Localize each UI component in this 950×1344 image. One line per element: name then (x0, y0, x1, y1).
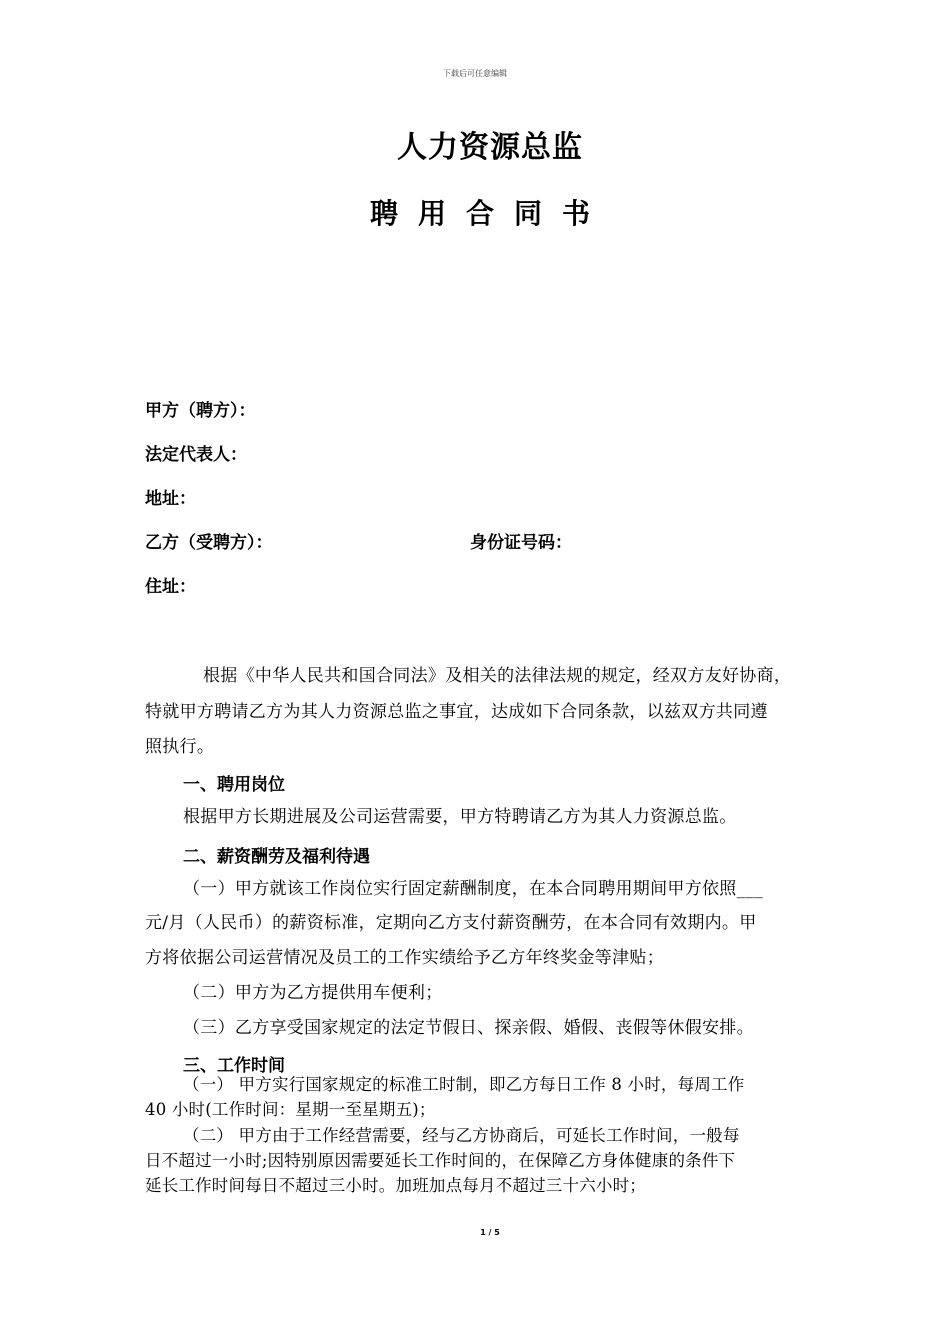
section-text: 方将依据公司运营情况及员工的工作实绩给予乙方年终奖金等津贴； (145, 948, 664, 968)
section-text: 40 小时(工作时间：星期一至星期五)； (145, 1100, 436, 1119)
preamble-line: 根据《中华人民共和国合同法》及相关的法律法规的规定，经双方友好协商， (203, 666, 792, 686)
section-text: 元/月（人民币）的薪资标准，定期向乙方支付薪资酬劳，在本合同有效期内。甲 (145, 913, 757, 933)
document-title: 人力资源总监 (397, 130, 583, 165)
party-a-label: 甲方（聘方）： (145, 401, 256, 421)
id-number-label: 身份证号码： (470, 533, 572, 553)
preamble-line: 照执行。 (145, 737, 215, 757)
address-label: 地址： (145, 489, 196, 509)
document-subtitle: 聘用合同书 (369, 197, 610, 230)
section-text: 日不超过一小时;因特别原因需要延长工作时间的，在保障乙方身体健康的条件下 (145, 1151, 736, 1170)
section-heading: 二、薪资酬劳及福利待遇 (183, 847, 370, 867)
section-text: （一）甲方就该工作岗位实行固定薪酬制度，在本合同聘用期间甲方依照___ (183, 879, 763, 899)
page-number: 1 / 5 (480, 1228, 500, 1237)
section-text: （二） 甲方由于工作经营需要，经与乙方协商后，可延长工作时间，一般每 (183, 1126, 740, 1145)
section-heading: 三、工作时间 (183, 1056, 285, 1076)
residence-label: 住址： (145, 577, 196, 597)
legal-rep-label: 法定代表人： (145, 445, 247, 465)
preamble-line: 特就甲方聘请乙方为其人力资源总监之事宜，达成如下合同条款，以兹双方共同遵 (145, 702, 768, 722)
section-text: （一） 甲方实行国家规定的标准工时制，即乙方每日工作 8 小时，每周工作 (183, 1075, 745, 1094)
party-b-label: 乙方（受聘方）： (145, 533, 273, 553)
section-text: 延长工作时间每日不超过三小时。加班加点每月不超过三十六小时； (145, 1176, 646, 1195)
section-text: 根据甲方长期进展及公司运营需要，甲方特聘请乙方为其人力资源总监。 (183, 807, 737, 827)
header-note: 下载后可任意编辑 (443, 69, 507, 78)
section-text: （三）乙方享受国家规定的法定节假日、探亲假、婚假、丧假等休假安排。 (183, 1018, 754, 1038)
section-text: （二）甲方为乙方提供用车便利； (183, 983, 443, 1003)
section-heading: 一、聘用岗位 (183, 775, 285, 795)
